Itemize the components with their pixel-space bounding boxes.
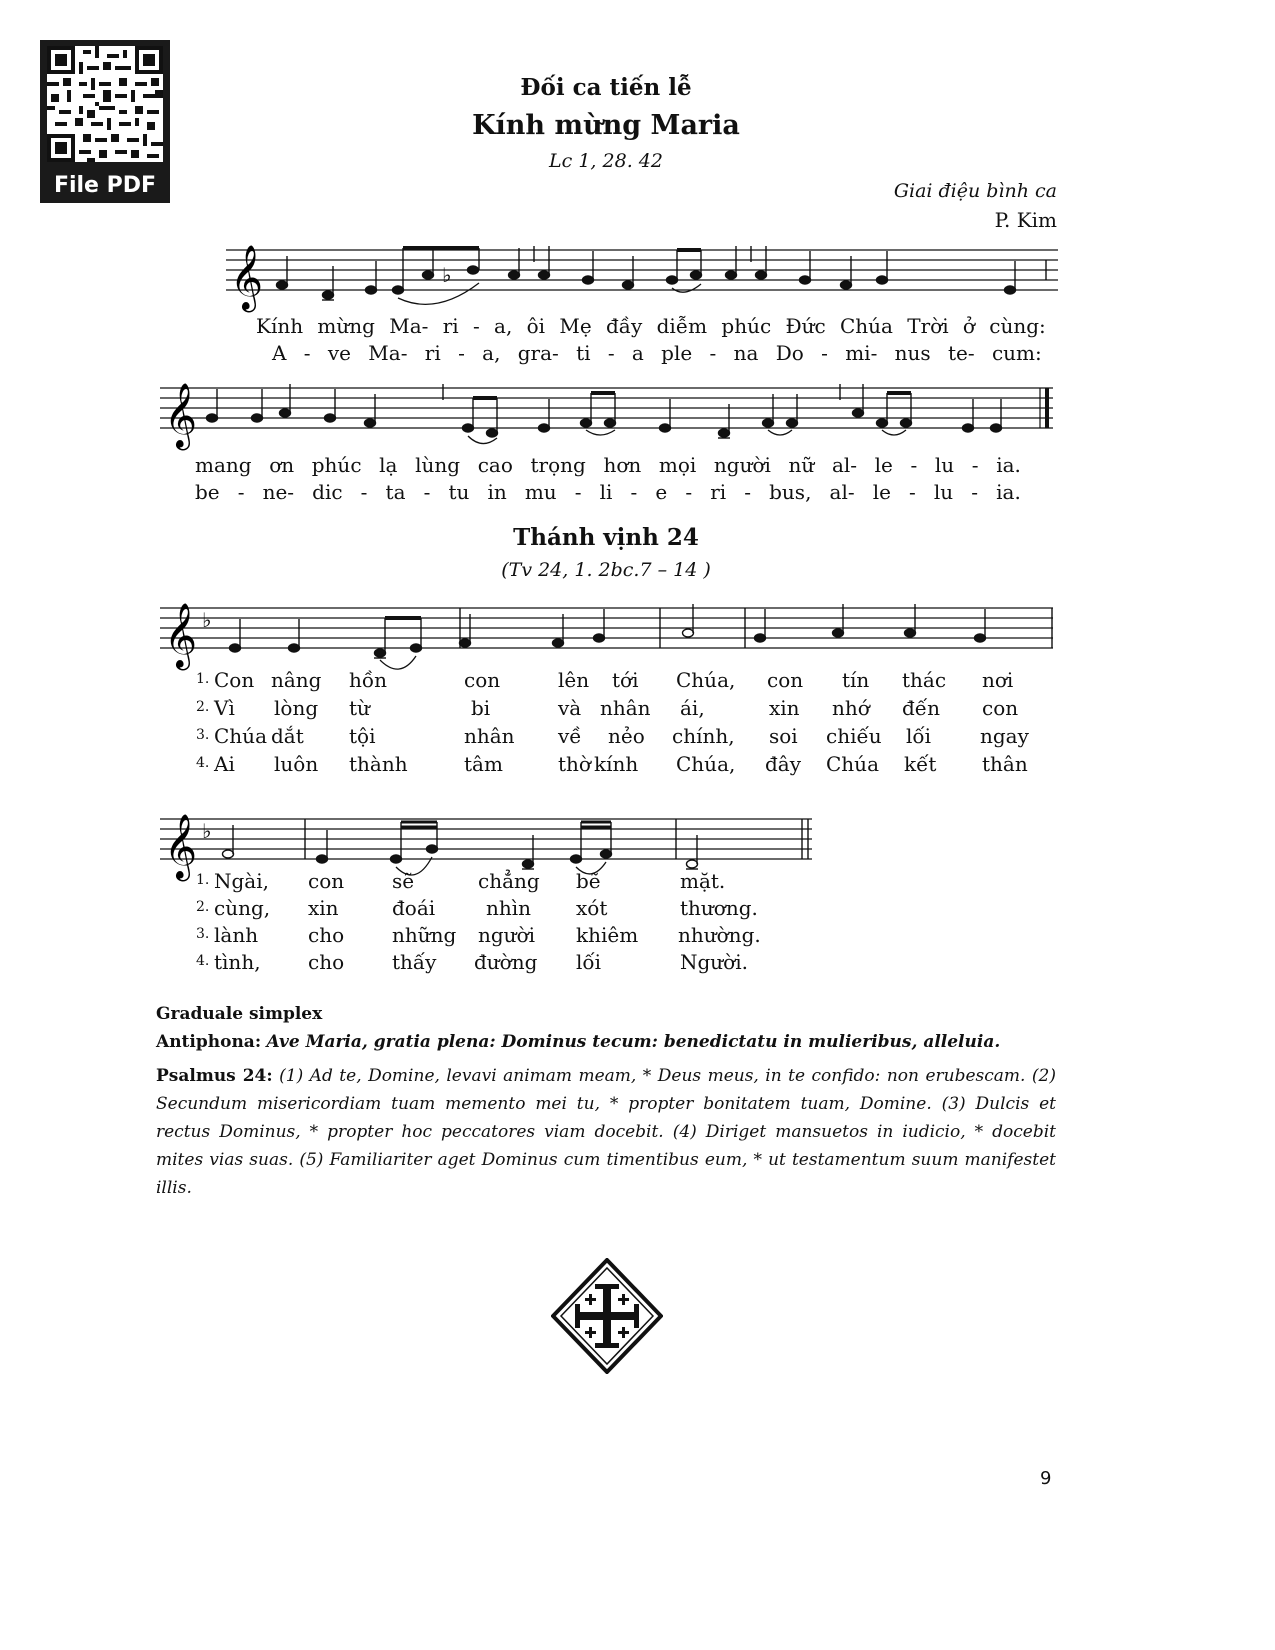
page-title: Kính mừng Maria: [472, 110, 740, 141]
stanza-row-3: [196, 724, 1036, 752]
lyric-syllable: le: [874, 453, 893, 477]
stanza-word: nhìn: [486, 896, 532, 920]
stanza-word: thân: [982, 752, 1028, 776]
stanza-word: con: [464, 668, 501, 692]
lyric-syllable: -: [458, 341, 465, 365]
music-staff-3: [160, 596, 1060, 666]
stanza-word: thờ: [558, 752, 591, 776]
lyric-syllable: be: [195, 480, 220, 504]
stanza-word: tâm: [464, 752, 503, 776]
key-signature-flat-icon: ♭: [202, 608, 212, 632]
lyric-syllable: ôi: [526, 314, 546, 338]
stanza-word: cho: [308, 950, 345, 974]
treble-clef-icon: 𝄞: [164, 383, 198, 448]
stanza-word: kính: [594, 752, 639, 776]
stanza-word: nhường.: [678, 923, 761, 947]
stanza-word: thấy: [392, 950, 437, 974]
stanza-word: dắt: [271, 724, 304, 748]
psalm-stanzas-part1: [196, 668, 1036, 780]
stanza-word: từ: [349, 696, 370, 720]
antiphon-lyrics-1-vi: [256, 314, 1046, 338]
lyric-syllable: hơn: [603, 453, 642, 477]
lyric-syllable: người: [713, 453, 771, 477]
treble-clef-icon: 𝄞: [230, 245, 264, 310]
verse-number: 4.: [196, 953, 210, 969]
lyric-syllable: nus: [894, 341, 931, 365]
stanza-word: thương.: [680, 896, 758, 920]
lyric-syllable: -: [303, 341, 311, 365]
lyric-syllable: ri: [424, 341, 441, 365]
lyric-syllable: a: [631, 341, 644, 365]
stanza-word: con: [767, 668, 804, 692]
lyric-syllable: Do: [775, 341, 804, 365]
stanza-word: cùng,: [214, 896, 271, 920]
flat-accidental-icon: ♭: [442, 263, 452, 287]
stanza-word: Chúa,: [676, 752, 736, 776]
lyric-syllable: -: [909, 480, 916, 504]
stanza-word: con: [982, 696, 1019, 720]
stanza-word: lên: [558, 668, 590, 692]
stanza-word: ngay: [980, 724, 1029, 748]
stanza-word: con: [308, 869, 345, 893]
stanza-word: và: [558, 696, 582, 720]
lyric-syllable: dic: [312, 480, 343, 504]
lyric-syllable: -: [237, 480, 245, 504]
antiphon-lyrics-2-la: [195, 480, 1021, 504]
antiphona-label: Antiphona:: [156, 1032, 262, 1052]
stanza-word: Chúa: [826, 752, 879, 776]
lyric-syllable: mừng: [317, 314, 375, 338]
stanza-row-2: [196, 696, 1036, 724]
lyric-syllable: đầy: [605, 314, 643, 338]
lyric-syllable: Ma-: [389, 314, 429, 338]
stanza-row-3: [196, 923, 796, 950]
lyric-syllable: Mẹ: [559, 314, 592, 338]
lyric-syllable: ri: [710, 480, 727, 504]
stanza-word: chẳng: [478, 869, 540, 893]
psalm-title: Thánh vịnh 24: [513, 524, 699, 551]
stanza-word: chính,: [672, 724, 735, 748]
stanza-word: Ai: [214, 752, 235, 776]
stanza-word: Chúa: [214, 724, 267, 748]
psalmus-text: (1) Ad te, Domine, levavi animam meam, * Deus meus, in te confido: non erubescam. (2) Secundum misericordiam tuam memento mei tu, * propter bonitatem tuam, Domine. (3) Dulcis et rectus Dominus, * propter hoc peccatores viam docebit. (4) Diriget mansuetos in iudicio, * docebit mites vias suas. (5) Familiariter aget Dominus cum timentibus eum, * ut testamentum suum manifestet illis.: [156, 1066, 1056, 1198]
lyric-syllable: -: [744, 480, 752, 504]
antiphona-text: Ave Maria, gratia plena: Dominus tecum: benedictatu in mulieribus, alleluia.: [266, 1032, 1001, 1052]
lyric-syllable: A: [272, 341, 287, 365]
stanza-word: Ngài,: [214, 869, 269, 893]
stanza-word: Chúa,: [676, 668, 736, 692]
lyric-syllable: lu: [933, 480, 954, 504]
lyric-syllable: -: [910, 453, 918, 477]
stanza-word: kết: [904, 752, 937, 776]
lyric-syllable: lu: [934, 453, 955, 477]
stanza-word: xin: [308, 896, 339, 920]
stanza-word: soi: [769, 724, 798, 748]
stanza-word: chiếu: [826, 724, 882, 748]
lyric-syllable: lạ: [379, 453, 398, 477]
lyric-syllable: -: [360, 480, 368, 504]
lyric-syllable: nữ: [788, 453, 815, 477]
stanza-word: đoái: [392, 896, 436, 920]
stanza-word: lành: [214, 923, 259, 947]
stanza-word: xin: [769, 696, 800, 720]
treble-clef-icon: 𝄞: [164, 603, 198, 668]
stanza-word: đến: [902, 696, 940, 720]
stanza-word: những: [392, 923, 457, 947]
verse-number: 2.: [196, 699, 210, 715]
lyric-syllable: lùng: [415, 453, 461, 477]
stanza-word: bẽ: [576, 869, 601, 893]
treble-clef-icon: 𝄞: [164, 814, 198, 879]
stanza-word: bi: [471, 696, 491, 720]
verse-number: 3.: [196, 926, 210, 942]
staff-3-notes: [230, 604, 1053, 658]
qr-label: File PDF: [53, 173, 157, 198]
lyric-syllable: -: [423, 480, 431, 504]
lyric-syllable: Kính: [256, 314, 304, 338]
verse-number: 1.: [196, 671, 210, 687]
staff-1-notes: [277, 246, 1047, 300]
graduale-heading: Graduale simplex: [156, 1004, 323, 1024]
verse-number: 3.: [196, 727, 210, 743]
lyric-syllable: ti: [576, 341, 591, 365]
stanza-word: lối: [906, 724, 932, 748]
lyric-syllable: -: [709, 341, 717, 365]
stanza-word: cho: [308, 923, 345, 947]
lyric-syllable: te-: [947, 341, 975, 365]
lyric-syllable: na: [733, 341, 759, 365]
stanza-word: tới: [612, 668, 639, 692]
lyric-syllable: mi-: [845, 341, 878, 365]
lyric-syllable: ve: [327, 341, 351, 365]
lyric-syllable: -: [630, 480, 638, 504]
verse-number: 1.: [196, 872, 210, 888]
stanza-word: Con: [214, 668, 255, 692]
stanza-word: tình,: [214, 950, 261, 974]
stanza-word: xót: [576, 896, 608, 920]
psalmus-label: Psalmus 24:: [156, 1066, 273, 1086]
lyric-syllable: cao: [477, 453, 513, 477]
lyric-syllable: trọng: [530, 453, 586, 477]
stanza-word: nhân: [464, 724, 515, 748]
lyric-syllable: bus,: [769, 480, 812, 504]
stanza-word: mặt.: [680, 869, 726, 893]
lyric-syllable: a,: [494, 314, 513, 338]
lyric-syllable: ta: [385, 480, 406, 504]
melody-credit: Giai điệu bình ca: [893, 180, 1057, 202]
stanza-word: tội: [349, 724, 376, 748]
stanza-word: Người.: [680, 950, 748, 974]
antiphon-lyrics-2-vi: [195, 453, 1021, 477]
lyric-syllable: ple: [661, 341, 693, 365]
psalm-reference: (Tv 24, 1. 2bc.7 – 14 ): [501, 559, 711, 581]
lyric-syllable: e: [655, 480, 668, 504]
antiphon-lyrics-1-la: [272, 341, 1042, 365]
stanza-word: thác: [902, 668, 947, 692]
lyric-syllable: phúc: [721, 314, 772, 338]
lyric-syllable: gra-: [517, 341, 559, 365]
page-subtitle: Đối ca tiến lễ: [520, 74, 692, 101]
lyric-syllable: in: [487, 480, 507, 504]
psalm-stanzas-part2: [196, 869, 796, 977]
lyric-syllable: -: [574, 480, 582, 504]
lyric-syllable: -: [821, 341, 828, 365]
lyric-syllable: Đức: [785, 314, 826, 338]
stanza-word: về: [558, 724, 582, 748]
music-staff-4: [160, 807, 820, 877]
music-staff-2: [160, 376, 1060, 446]
lyric-syllable: le: [872, 480, 891, 504]
stanza-word: lòng: [274, 696, 319, 720]
lyric-syllable: tu: [448, 480, 470, 504]
verse-number: 4.: [196, 755, 210, 771]
lyric-syllable: mang: [195, 453, 252, 477]
lyric-syllable: cùng:: [989, 314, 1046, 338]
music-staff-1: [226, 238, 1066, 308]
lyric-syllable: mu: [524, 480, 557, 504]
stanza-word: sẽ: [392, 869, 415, 893]
key-signature-flat-icon: ♭: [202, 819, 212, 843]
stanza-row-4: [196, 950, 796, 977]
stanza-word: nẻo: [608, 724, 645, 748]
antiphona-line: [156, 1028, 1056, 1056]
lyric-syllable: ia.: [996, 480, 1021, 504]
stanza-word: đường: [474, 950, 538, 974]
jerusalem-cross-icon: [551, 1258, 663, 1374]
page-number: 9: [1040, 1468, 1052, 1489]
stanza-word: nâng: [271, 668, 322, 692]
stanza-word: đây: [765, 752, 802, 776]
lyric-syllable: cum:: [991, 341, 1042, 365]
lyric-syllable: Ma-: [368, 341, 408, 365]
composer-credit: P. Kim: [994, 208, 1057, 232]
scripture-reference: Lc 1, 28. 42: [549, 150, 663, 172]
verse-number: 2.: [196, 899, 210, 915]
stanza-word: lối: [576, 950, 602, 974]
stanza-word: Vì: [214, 696, 235, 720]
stanza-word: nhớ: [832, 696, 870, 720]
lyric-syllable: ở: [962, 314, 975, 338]
lyric-syllable: li: [599, 480, 613, 504]
lyric-syllable: -: [971, 453, 979, 477]
stanza-row-4: [196, 752, 1036, 780]
staff-4-notes: [223, 819, 809, 869]
lyric-syllable: al-: [829, 480, 855, 504]
stanza-word: hồn: [349, 668, 387, 692]
lyric-syllable: phúc: [311, 453, 362, 477]
stanza-word: khiêm: [576, 923, 639, 947]
qr-code-icon: [47, 46, 163, 162]
lyric-syllable: al-: [831, 453, 858, 477]
stanza-word: tín: [842, 668, 870, 692]
psalmus-paragraph: [156, 1062, 1056, 1202]
lyric-syllable: diễm: [656, 314, 708, 338]
graduale-section: [156, 1000, 1056, 1202]
lyric-syllable: ne-: [262, 480, 295, 504]
stanza-row-1: [196, 869, 796, 896]
stanza-word: ái,: [680, 696, 705, 720]
lyric-syllable: -: [607, 341, 615, 365]
stanza-word: nơi: [982, 668, 1014, 692]
stanza-word: thành: [349, 752, 408, 776]
lyric-syllable: ia.: [996, 453, 1021, 477]
lyric-syllable: mọi: [658, 453, 697, 477]
stanza-word: luôn: [274, 752, 319, 776]
lyric-syllable: -: [971, 480, 979, 504]
stanza-row-2: [196, 896, 796, 923]
stanza-word: người: [478, 923, 536, 947]
lyric-syllable: ơn: [269, 453, 295, 477]
stanza-row-1: [196, 668, 1036, 696]
lyric-syllable: ri: [442, 314, 459, 338]
lyric-syllable: Trời: [907, 314, 949, 338]
lyric-syllable: Chúa: [839, 314, 893, 338]
staff-2-notes: [207, 384, 1048, 438]
stanza-word: nhân: [600, 696, 651, 720]
lyric-syllable: a,: [482, 341, 501, 365]
lyric-syllable: -: [472, 314, 480, 338]
lyric-syllable: -: [685, 480, 693, 504]
